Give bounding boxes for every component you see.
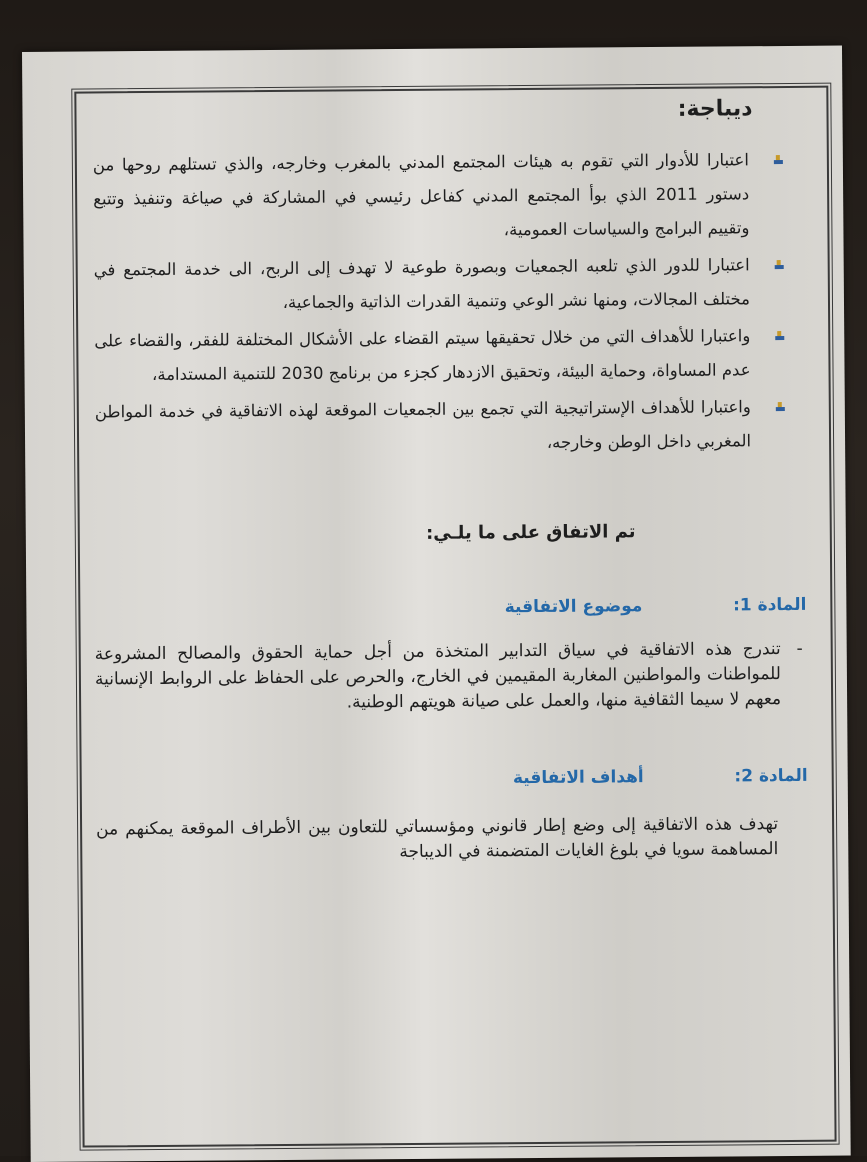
preamble-item	[94, 248, 785, 321]
article-1	[86, 595, 817, 718]
preamble-item-text: اعتبارا للدور الذي تلعبه الجمعيات وبصورة طوعية لا تهدف إلى الربح، الى خدمة المجتمع في مختلف المجالات، ومنها نشر الوعي وتنمية القدرات الذاتية والجماعية،	[93, 255, 751, 312]
bullet-icon	[775, 331, 784, 340]
preamble-item-text: اعتبارا للأدوار التي تقوم به هيئات المجتمع المدني بالمغرب وخارجه، والذي تستلهم روحها من دستور 2011 الذي بوأ المجتمع المدني كفاعل رئيسي في المشاركة في صياغة وتنفيذ وتتبع وتقييم البرامج والسياسات العمومية،	[92, 150, 750, 240]
article-text: تهدف هذه الاتفاقية إلى وضع إطار قانوني ومؤسساتي للتعاون بين الأطراف الموقعة يمكنهم من المساهمة سويا في بلوغ الغايات المتضمنة في الديباجة	[96, 814, 779, 863]
bullet-icon	[774, 155, 783, 164]
agreement-heading: تم الاتفاق على ما يلـي:	[425, 521, 636, 544]
bullet-icon	[776, 402, 785, 411]
preamble-item	[94, 319, 785, 392]
preamble-item	[95, 390, 786, 463]
article-title: أهداف الاتفاقية	[512, 767, 644, 789]
preamble-title: ديباجة:	[677, 96, 753, 122]
document-page	[22, 46, 851, 1162]
preamble-item-text: واعتبارا للأهداف التي من خلال تحقيقها سيتم القضاء على الأشكال المختلفة للفقر، والقضاء على عدم المساواة، وحماية البيئة، وتحقيق الازدهار كجزء من برنامج 2030 للتنمية المستدامة،	[94, 326, 751, 384]
article-heading	[88, 766, 818, 792]
article-2	[88, 766, 819, 868]
article-number: المادة 2:	[734, 765, 808, 787]
preamble-item-text: واعتبارا للأهداف الإستراتيجية التي تجمع بين الجمعيات الموقعة لهذه الاتفاقية في خدمة المواطن المغربي داخل الوطن وخارجه،	[94, 397, 752, 452]
article-body	[87, 637, 818, 718]
article-title: موضوع الاتفاقية	[504, 596, 643, 618]
article-text: تندرج هذه الاتفاقية في سياق التدابير المتخذة من أجل حماية الحقوق والمصالح المشروعة للمواطنات والمواطنين المغاربة المقيمين في الخارج، والحرص على الحفاظ على الروابط الإنسانية معهم لا سيما الثقافية منها، والعمل على صيانة هويتهم الوطنية.	[94, 639, 782, 713]
dash-bullet-icon: -	[796, 638, 803, 659]
bullet-icon	[775, 260, 784, 269]
page-content	[82, 92, 818, 868]
article-body	[88, 812, 818, 868]
preamble-item	[93, 143, 784, 250]
article-heading	[86, 595, 816, 621]
preamble-list	[83, 143, 815, 464]
article-number: المادة 1:	[732, 594, 807, 616]
